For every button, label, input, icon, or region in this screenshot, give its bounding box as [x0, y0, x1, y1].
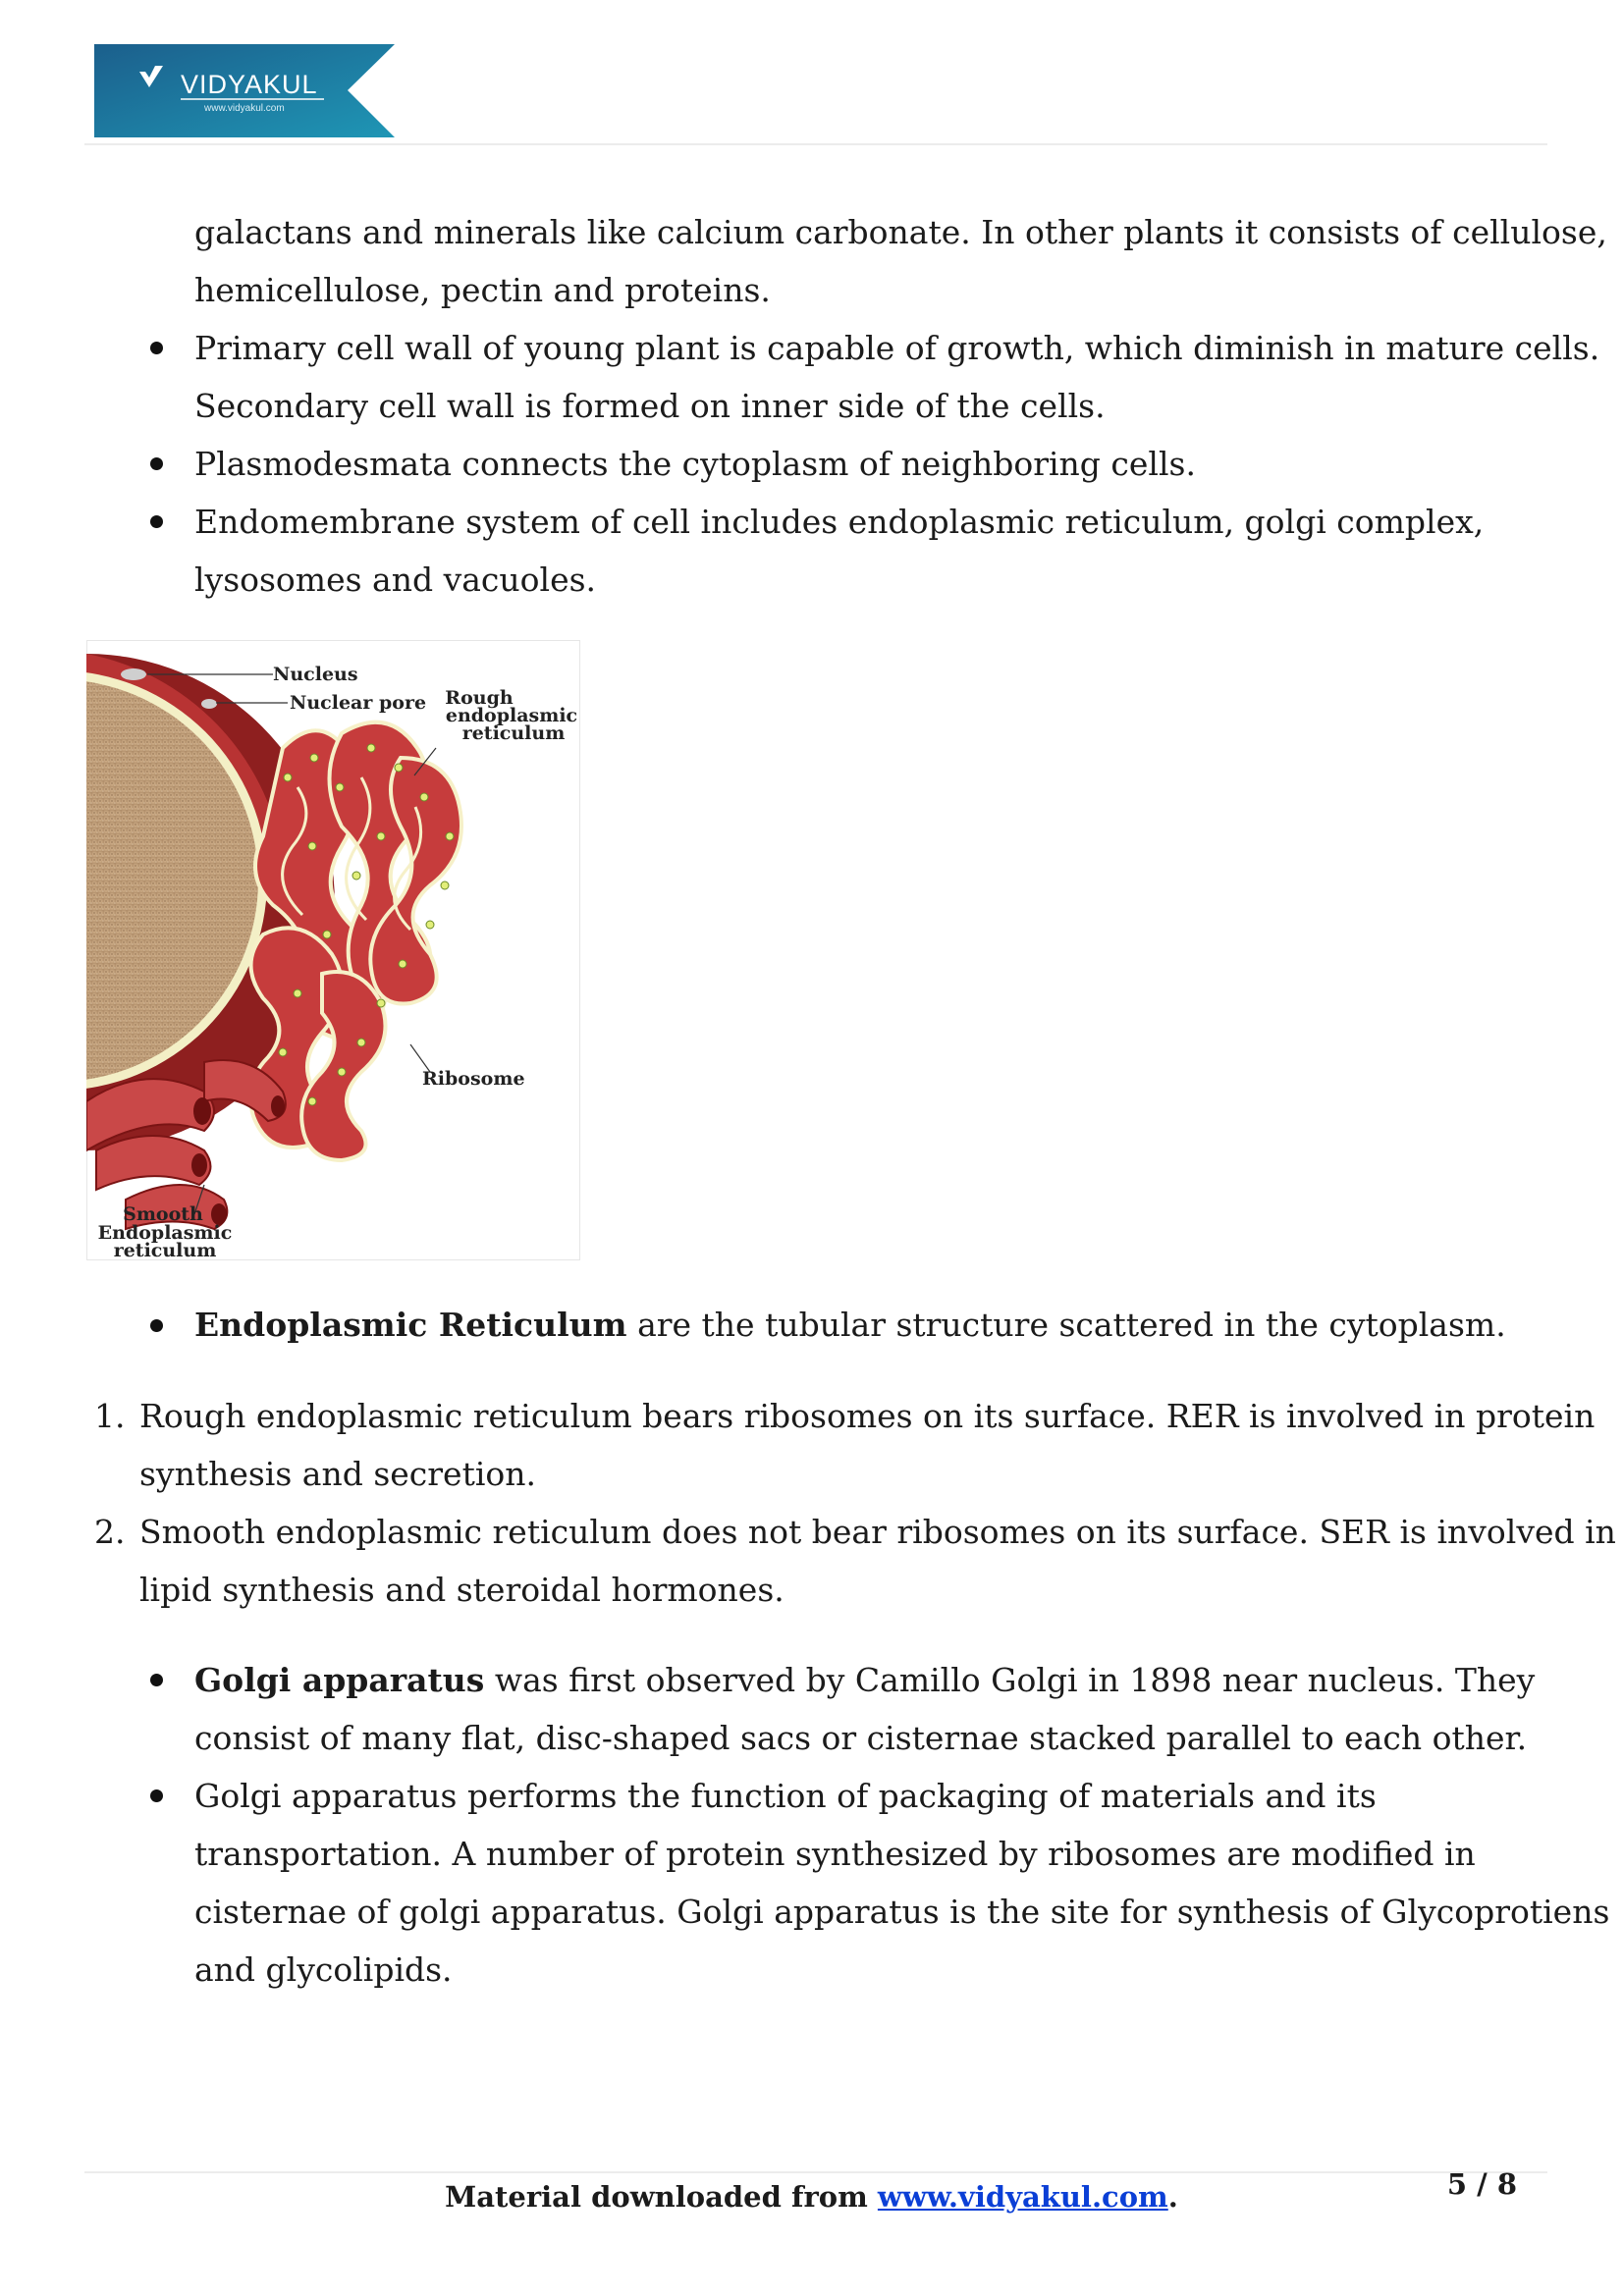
bullet-text: lysosomes and vacuoles.	[194, 561, 597, 599]
footer-suffix: .	[1167, 2180, 1178, 2214]
footer-text	[0, 2177, 1623, 2216]
bullet-dot	[150, 457, 163, 470]
bullet-text	[194, 1296, 1506, 1354]
page-number: 5 / 8	[1446, 2167, 1517, 2201]
bullet-text: consist of many flat, disc-shaped sacs or cisternae stacked parallel to each other.	[194, 1719, 1528, 1757]
bullet-text	[194, 1651, 1535, 1709]
label-smooth-er: Endoplasmic	[97, 1222, 233, 1244]
endoplasmic-reticulum-diagram	[86, 640, 580, 1260]
logo-url: www.vidyakul.com	[204, 103, 285, 114]
list-item-text: Smooth endoplasmic reticulum does not bear ribosomes on its surface. SER is involved in	[139, 1513, 1616, 1551]
bullet-text: cisternae of golgi apparatus. Golgi apparatus is the site for synthesis of Glycoprotiens	[194, 1893, 1610, 1931]
list-item-text: synthesis and secretion.	[139, 1455, 537, 1493]
header-divider	[84, 143, 1547, 145]
label-rough-er: reticulum	[461, 722, 566, 744]
paragraph-line: galactans and minerals like calcium carbonate. In other plants it consists of cellulose,	[194, 213, 1607, 251]
label-ribosome: Ribosome	[422, 1068, 525, 1090]
term-bold: Endoplasmic Reticulum	[194, 1306, 627, 1344]
bullet-rest: are the tubular structure scattered in the cytoplasm.	[626, 1306, 1506, 1344]
bullet-rest: was first observed by Camillo Golgi in 1898 near nucleus. They	[484, 1661, 1536, 1699]
label-rough-er: Rough	[445, 687, 514, 709]
bullet-text: transportation. A number of protein synthesized by ribosomes are modified in	[194, 1835, 1476, 1873]
label-nuclear-pore: Nuclear pore	[290, 692, 427, 714]
logo-text: VIDYAKUL	[181, 70, 318, 99]
bullet-text: Primary cell wall of young plant is capable of growth, which diminish in mature cells.	[194, 329, 1600, 367]
footer-divider	[84, 2171, 1547, 2173]
logo-badge	[94, 44, 395, 137]
bullet-dot	[150, 1674, 163, 1686]
bullet-text: Secondary cell wall is formed on inner side of the cells.	[194, 387, 1106, 425]
bullet-text: and glycolipids.	[194, 1950, 453, 1989]
label-rough-er: endoplasmic	[445, 705, 578, 726]
bullet-text: Golgi apparatus performs the function of packaging of materials and its	[194, 1777, 1377, 1815]
list-item-text: Rough endoplasmic reticulum bears ribosomes on its surface. RER is involved in protein	[139, 1397, 1596, 1435]
footer-link[interactable]: www.vidyakul.com	[877, 2180, 1168, 2214]
bullet-text: Endomembrane system of cell includes endoplasmic reticulum, golgi complex,	[194, 503, 1485, 541]
bullet-text: Plasmodesmata connects the cytoplasm of neighboring cells.	[194, 445, 1196, 483]
paragraph-line: hemicellulose, pectin and proteins.	[194, 271, 771, 309]
term-bold: Golgi apparatus	[194, 1661, 485, 1699]
vidyakul-logo[interactable]	[94, 44, 395, 137]
bullet-dot	[150, 1319, 163, 1332]
list-number: 2.	[94, 1513, 126, 1551]
bullet-dot	[150, 515, 163, 528]
label-smooth-er: reticulum	[113, 1240, 217, 1260]
list-number: 1.	[94, 1397, 126, 1435]
footer-prefix: Material downloaded from	[445, 2180, 878, 2214]
label-nucleus: Nucleus	[273, 664, 358, 685]
label-smooth-er: Smooth	[123, 1203, 203, 1225]
bullet-dot	[150, 342, 163, 354]
bullet-dot	[150, 1789, 163, 1802]
list-item-text: lipid synthesis and steroidal hormones.	[139, 1571, 784, 1609]
